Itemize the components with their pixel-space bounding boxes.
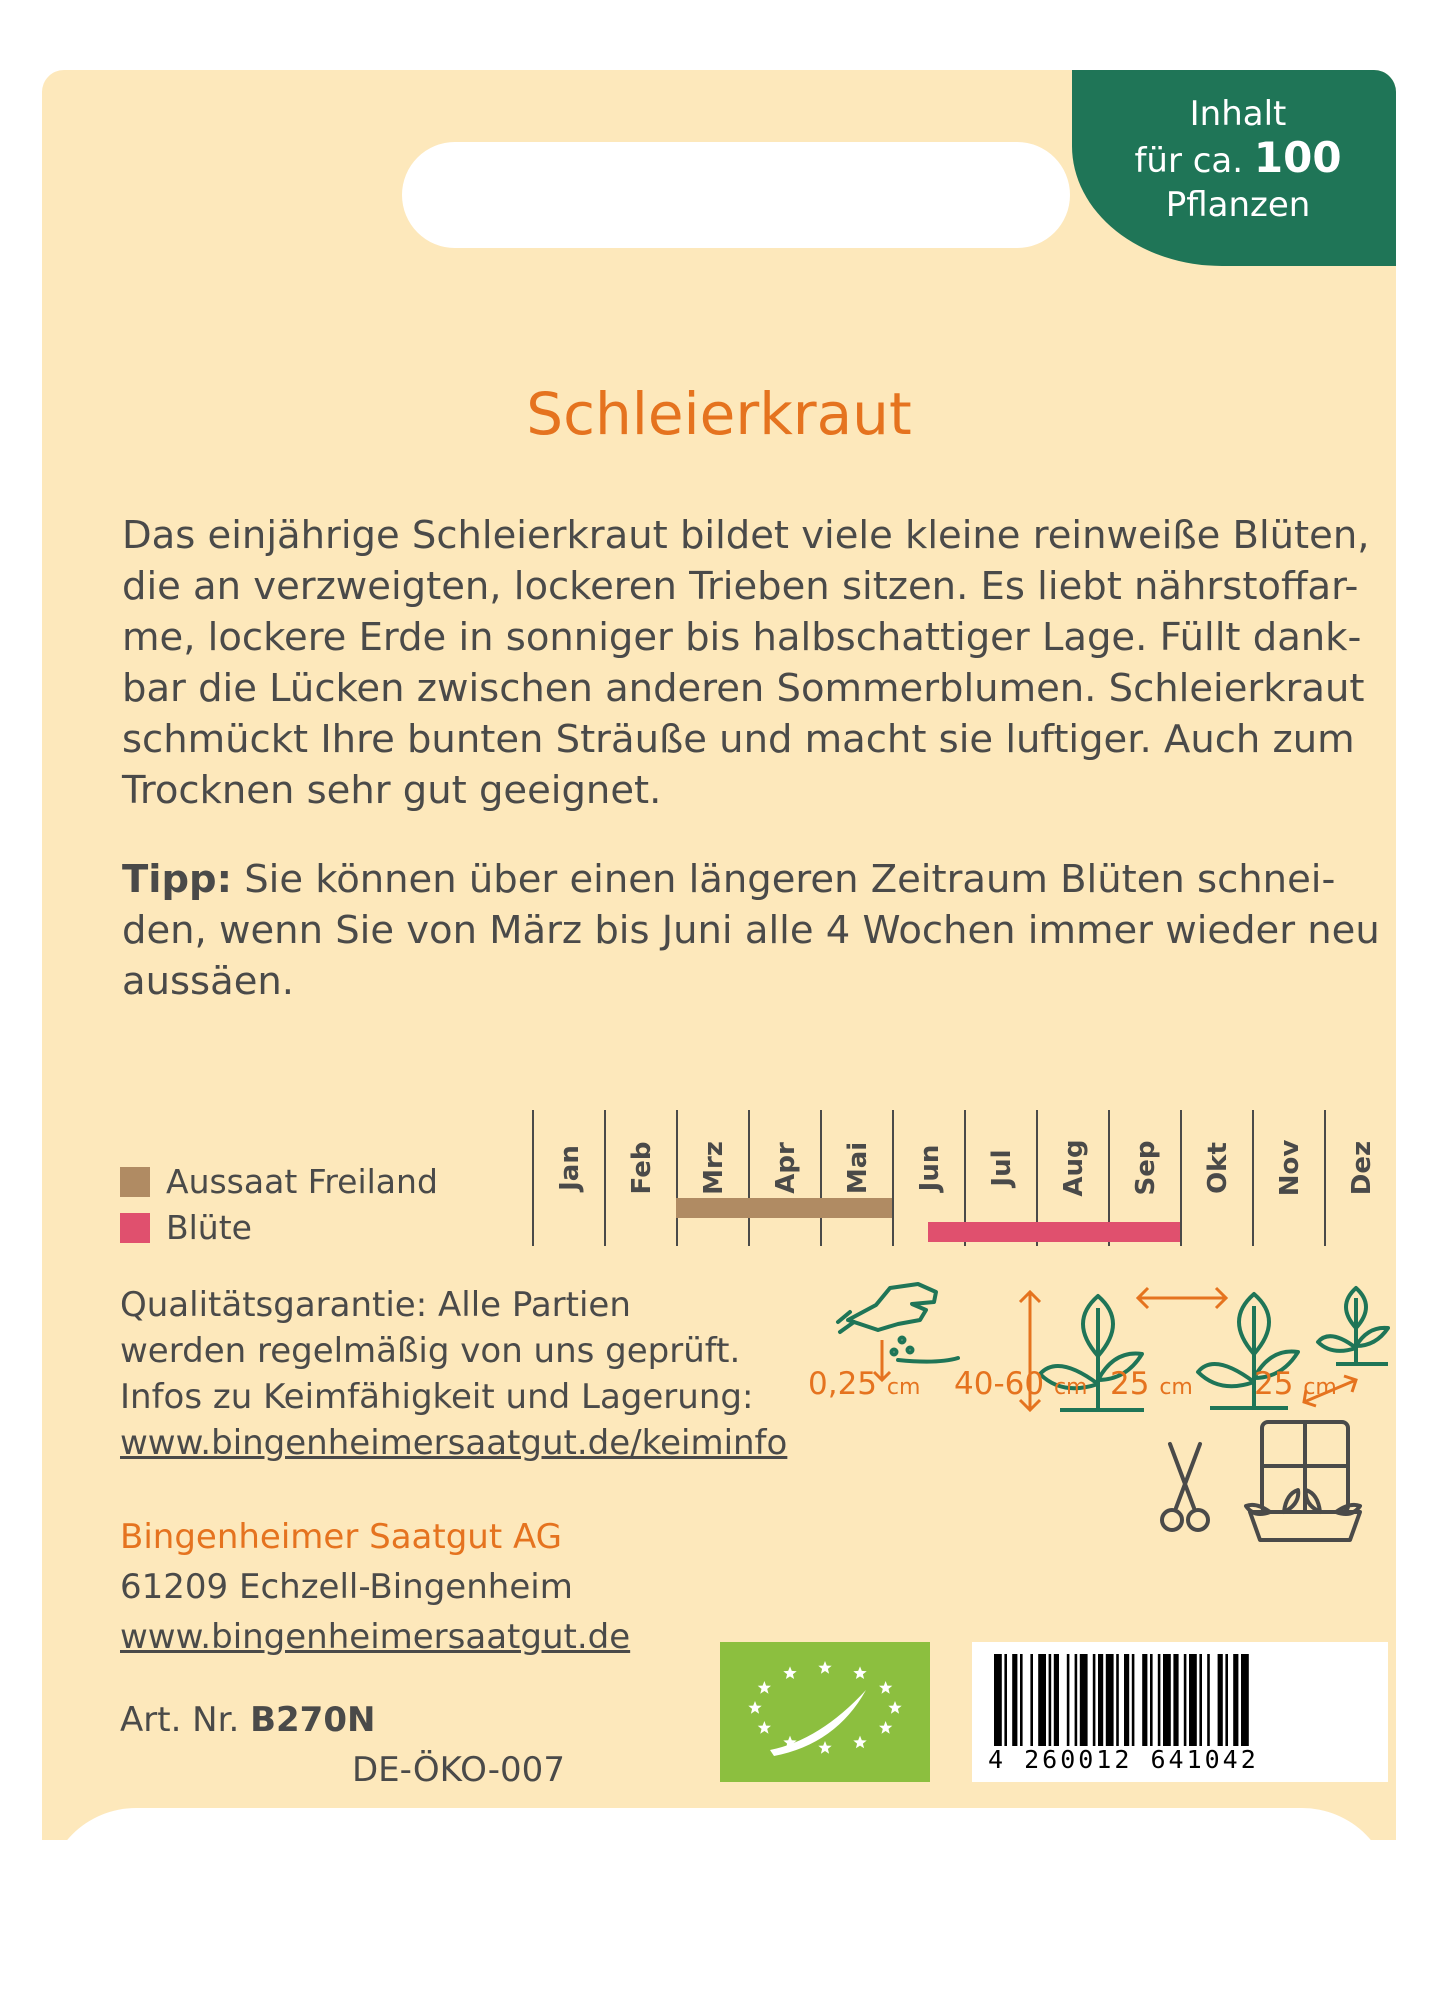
legend-sowing-swatch bbox=[120, 1167, 150, 1197]
barcode-bar bbox=[1142, 1654, 1147, 1746]
barcode-bar bbox=[1054, 1654, 1059, 1746]
plant-spacing-label: 25 cm bbox=[1254, 1366, 1337, 1402]
eu-star bbox=[879, 1681, 892, 1694]
sowing-bar bbox=[676, 1198, 892, 1218]
badge-line-3: Pflanzen bbox=[1165, 185, 1311, 225]
barcode-bar bbox=[1049, 1654, 1052, 1746]
content-badge bbox=[1072, 70, 1396, 266]
barcode-bar bbox=[1233, 1654, 1238, 1746]
product-description: Das einjährige Schleierkraut bildet viele kleine reinweiße Blüten, die an verzweigten, lockeren Trieben sitzen. Es liebt nährstoffar- me, lockere Erde in sonniger bis halbschattiger Lage. Füllt dank- bar die Lücken zwischen anderen Sommerblumen. Schleierkraut schmückt Ihre bunten Sträuße und macht sie luftiger. Auch zum Trocknen sehr gut geeignet. bbox=[122, 513, 1370, 813]
barcode-bar bbox=[1132, 1654, 1135, 1746]
organic-control-code: DE-ÖKO-007 bbox=[352, 1750, 565, 1790]
badge-line-2: für ca. 100 bbox=[1134, 133, 1342, 182]
eu-star bbox=[758, 1721, 771, 1734]
seed-packet-back bbox=[42, 70, 1396, 1936]
hang-hole bbox=[402, 142, 1070, 248]
calendar-divider bbox=[820, 1110, 822, 1246]
barcode-bar bbox=[1150, 1654, 1153, 1746]
legend-sowing-label: Aussaat Freiland bbox=[166, 1162, 438, 1201]
article-number-value: B270N bbox=[250, 1700, 376, 1740]
barcode-bar bbox=[1093, 1654, 1096, 1746]
barcode-bar bbox=[1067, 1654, 1070, 1746]
eu-star bbox=[853, 1666, 866, 1679]
barcode-bar bbox=[1098, 1654, 1103, 1746]
barcode-bar bbox=[1173, 1654, 1178, 1746]
calendar-month-dez: Dez bbox=[1347, 1140, 1377, 1196]
badge-number: 100 bbox=[1253, 133, 1342, 182]
barcode-bar bbox=[1038, 1654, 1046, 1746]
calendar-month-jun: Jun bbox=[915, 1144, 945, 1192]
legend-bloom-label: Blüte bbox=[166, 1208, 252, 1247]
plant-height-label: 40-60 cm bbox=[954, 1366, 1088, 1402]
eu-star bbox=[879, 1721, 892, 1734]
barcode-bar bbox=[1012, 1654, 1017, 1746]
calendar-month-jan: Jan bbox=[555, 1145, 585, 1191]
company-name: Bingenheimer Saatgut AG bbox=[120, 1517, 562, 1557]
barcode-bar bbox=[1189, 1654, 1197, 1746]
tip-label: Tipp: bbox=[122, 857, 232, 902]
barcode-bar bbox=[1199, 1654, 1202, 1746]
calendar-divider bbox=[1324, 1110, 1326, 1246]
calendar-month-mai: Mai bbox=[843, 1141, 873, 1195]
legend-sowing bbox=[120, 1162, 438, 1201]
barcode-bar bbox=[1207, 1654, 1210, 1746]
barcode bbox=[972, 1642, 1388, 1782]
calendar-month-nov: Nov bbox=[1275, 1139, 1305, 1197]
eu-star bbox=[818, 1661, 831, 1674]
calendar-divider bbox=[748, 1110, 750, 1246]
sowing-calendar bbox=[522, 1110, 1396, 1246]
product-title: Schleierkraut bbox=[526, 380, 912, 448]
tip-paragraph: Tipp: Sie können über einen längeren Zeitraum Blüten schnei- den, wenn Sie von März bis Juni alle 4 Wochen immer wieder neu aussäen. bbox=[122, 857, 1380, 1004]
legend-bloom bbox=[120, 1208, 252, 1247]
barcode-bar bbox=[1241, 1654, 1249, 1746]
calendar-month-aug: Aug bbox=[1059, 1139, 1089, 1197]
barcode-bar bbox=[1184, 1654, 1187, 1746]
calendar-month-apr: Apr bbox=[771, 1142, 801, 1194]
quality-guarantee: Qualitätsgarantie: Alle Partien werden regelmäßig von uns geprüft. Infos zu Keimfähigkeit und Lagerung: www.bingenheimersaatgut.de/keiminfo bbox=[120, 1285, 788, 1463]
calendar-month-mrz: Mrz bbox=[699, 1141, 729, 1195]
company-address: 61209 Echzell-Bingenheim bbox=[120, 1567, 573, 1607]
scissors-icon bbox=[1150, 1440, 1220, 1540]
legend-bloom-swatch bbox=[120, 1213, 150, 1243]
barcode-bar bbox=[1106, 1654, 1114, 1746]
barcode-bar bbox=[1116, 1654, 1119, 1746]
calendar-month-jul: Jul bbox=[987, 1149, 1017, 1187]
eu-star bbox=[783, 1666, 796, 1679]
barcode-bar bbox=[1158, 1654, 1161, 1746]
company-website-link[interactable]: www.bingenheimersaatgut.de bbox=[120, 1617, 631, 1657]
barcode-bar bbox=[1124, 1654, 1129, 1746]
barcode-bar bbox=[1004, 1654, 1007, 1746]
barcode-bar bbox=[1030, 1654, 1033, 1746]
barcode-digits: 4 260012 641042 bbox=[988, 1745, 1259, 1774]
calendar-divider bbox=[1252, 1110, 1254, 1246]
window-box-icon bbox=[1240, 1418, 1370, 1548]
calendar-divider bbox=[676, 1110, 678, 1246]
calendar-divider bbox=[604, 1110, 606, 1246]
barcode-bar bbox=[1225, 1654, 1228, 1746]
packet-bottom-tab bbox=[46, 1808, 1392, 1968]
eu-star bbox=[758, 1681, 771, 1694]
barcode-bar bbox=[1080, 1654, 1088, 1746]
eu-star bbox=[748, 1701, 761, 1714]
calendar-divider bbox=[532, 1110, 534, 1246]
company-info bbox=[120, 1512, 630, 1662]
eu-star bbox=[853, 1736, 866, 1749]
barcode-bar bbox=[994, 1654, 1002, 1746]
calendar-month-sep: Sep bbox=[1131, 1140, 1161, 1196]
calendar-divider bbox=[1180, 1110, 1182, 1246]
barcode-bar bbox=[1163, 1654, 1171, 1746]
sowing-depth-label: 0,25 cm bbox=[808, 1366, 921, 1402]
barcode-bar bbox=[1075, 1654, 1078, 1746]
badge-line-1: Inhalt bbox=[1189, 94, 1287, 134]
calendar-month-feb: Feb bbox=[627, 1141, 657, 1195]
keiminfo-link[interactable]: www.bingenheimersaatgut.de/keiminfo bbox=[120, 1423, 788, 1463]
article-number: Art. Nr. B270N bbox=[120, 1700, 376, 1740]
eu-star bbox=[888, 1701, 901, 1714]
barcode-bar bbox=[1218, 1654, 1223, 1746]
bloom-bar bbox=[928, 1222, 1180, 1242]
eu-organic-logo bbox=[720, 1642, 930, 1782]
eu-star bbox=[818, 1741, 831, 1754]
barcode-bar bbox=[1020, 1654, 1023, 1746]
calendar-divider bbox=[892, 1110, 894, 1246]
row-spacing-label: 25 cm bbox=[1110, 1366, 1193, 1402]
calendar-month-okt: Okt bbox=[1203, 1142, 1233, 1194]
